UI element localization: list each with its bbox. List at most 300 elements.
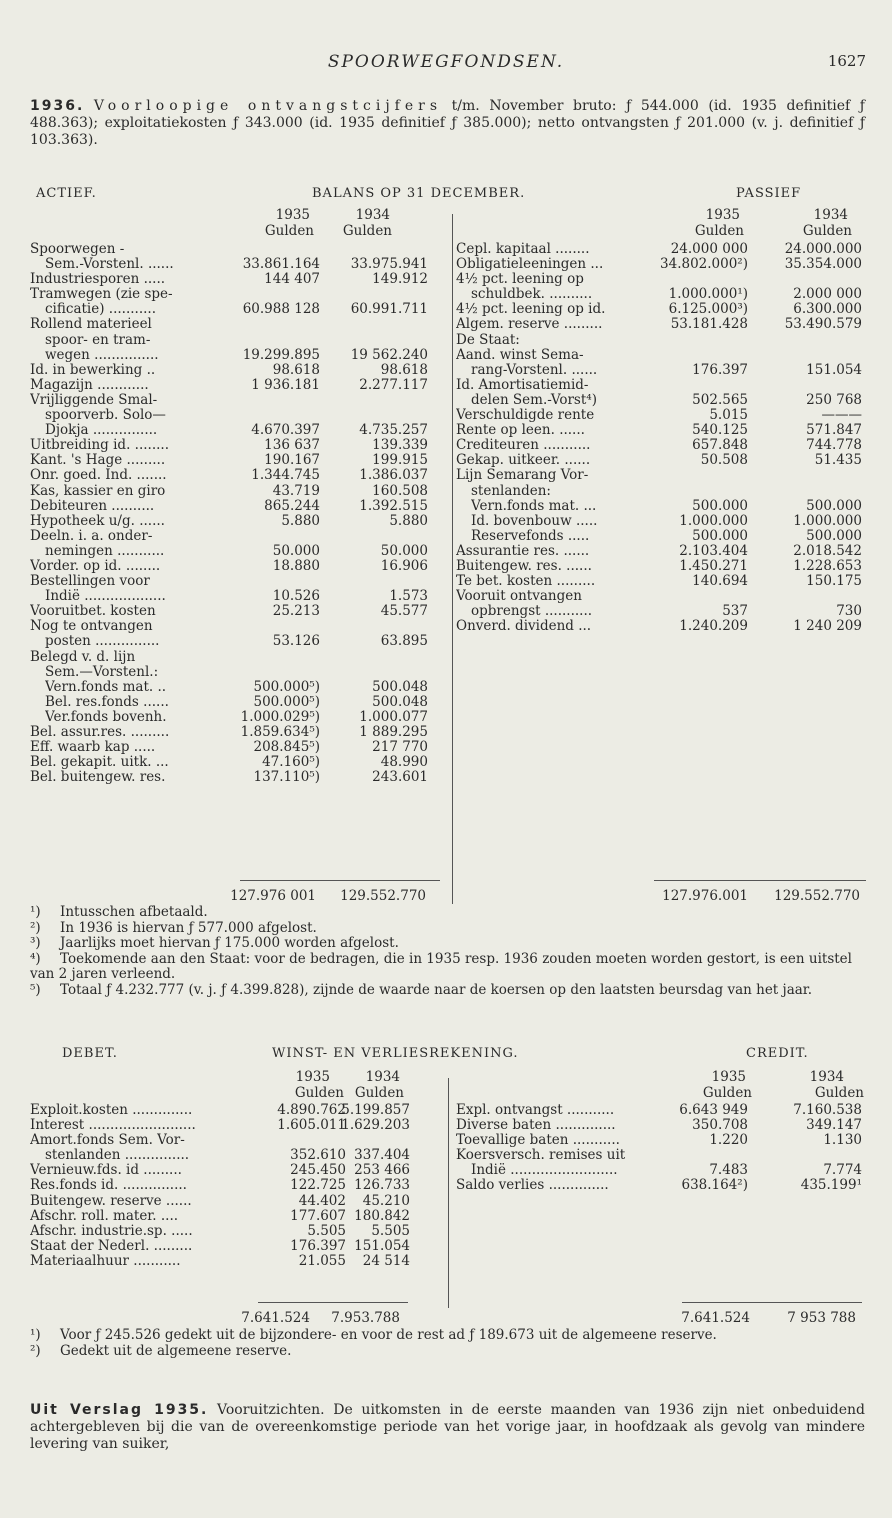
debet-value-1934: 24 514	[362, 1252, 410, 1269]
passief-row	[456, 363, 866, 378]
actief-value-1934: 33.975.941	[350, 256, 428, 273]
balance-note-marker: ³)	[30, 935, 41, 951]
actief-row	[30, 755, 438, 770]
passief-value-1935: 140.694	[692, 573, 748, 590]
actief-label: Rollend materieel	[30, 317, 152, 333]
actief-row	[30, 514, 438, 529]
passief-value-1934: 571.847	[806, 422, 862, 439]
actief-value-1934: 60.991.711	[350, 301, 428, 318]
actief-row	[30, 695, 438, 710]
actief-label: Bel. assur.res. .........	[30, 725, 170, 740]
actief-value-1934: 500.048	[372, 693, 428, 710]
passief-value-1934: 2.018.542	[793, 542, 862, 559]
actief-value-1935: 1 936.181	[251, 376, 320, 393]
passief-label: Vern.fonds mat. ...	[471, 498, 597, 514]
passief-value-1934: 500.000	[806, 497, 862, 514]
actief-total-1935: 127.976 001	[230, 888, 316, 904]
actief-value-1934: 1 889.295	[359, 724, 428, 740]
actief-row	[30, 619, 438, 634]
balance-note	[30, 936, 865, 952]
credit-value-1935: 1.220	[709, 1132, 748, 1149]
passief-value-1934: 53.490.579	[784, 316, 862, 333]
credit-value-1934: 349.147	[806, 1117, 862, 1134]
passief-label: rang-Vorstenl. ......	[471, 362, 598, 378]
actief-row	[30, 725, 438, 740]
debet-value-1934: 180.842	[354, 1207, 410, 1224]
actief-value-1934: 98.618	[380, 361, 428, 378]
actief-value-1935: 47.160⁵)	[262, 754, 320, 771]
actief-value-1934: 217 770	[372, 739, 428, 756]
debet-list	[30, 1103, 410, 1269]
credit-label: Expl. ontvangst ...........	[456, 1103, 615, 1118]
credit-label: Indië .........................	[471, 1163, 618, 1179]
credit-row	[456, 1133, 866, 1148]
debet-value-1934: 126.733	[354, 1177, 410, 1194]
passief-label: Algem. reserve .........	[456, 317, 603, 333]
passief-row	[456, 453, 866, 468]
balance-divider	[452, 214, 453, 904]
actief-value-1934: 149.912	[372, 271, 428, 288]
passief-label: Buitengew. res. ......	[456, 558, 592, 574]
actief-value-1935: 500.000⁵)	[253, 678, 320, 695]
passief-value-1934: 500.000	[806, 527, 862, 544]
actief-value-1934: 1.386.037	[359, 467, 428, 484]
passief-value-1934: 6.300.000	[793, 301, 862, 318]
passief-value-1934: 730	[836, 603, 862, 620]
passief-value-1935: 50.508	[700, 452, 748, 469]
actief-label: Magazijn ............	[30, 377, 149, 393]
passief-value-1934: 1.228.653	[793, 557, 862, 574]
passief-row	[456, 589, 866, 604]
pnl-note	[30, 1344, 865, 1360]
credit-value-1935: 6.643 949	[679, 1102, 748, 1118]
credit-label: Koersversch. remises uit	[456, 1148, 626, 1164]
passief-row	[456, 257, 866, 272]
balance-footnotes	[30, 905, 865, 998]
actief-label: wegen ...............	[45, 347, 159, 363]
passief-year-2: 1934	[813, 207, 848, 223]
debet-unit-2: Gulden	[354, 1085, 404, 1101]
passief-value-1934: 51.435	[814, 452, 862, 469]
debet-value-1934: 5.505	[371, 1222, 410, 1239]
passief-value-1935: 24.000 000	[670, 241, 748, 257]
debet-value-1935: 1.605.011	[277, 1117, 346, 1134]
passief-value-1934: 151.054	[806, 361, 862, 378]
actief-label: Sem.-Vorstenl. ......	[45, 257, 174, 273]
actief-value-1934: 2.277.117	[359, 376, 428, 393]
passief-value-1935: 1.000.000¹)	[668, 286, 748, 303]
actief-value-1935: 5.880	[281, 512, 320, 529]
debet-row	[30, 1118, 410, 1133]
intro-paragraph	[30, 98, 865, 149]
balance-note	[30, 952, 865, 983]
passief-value-1934: 744.778	[806, 437, 862, 454]
actief-label: Tramwegen (zie spe-	[30, 287, 173, 303]
report-text: Vooruitzichten. De uitkomsten in de eerste maanden van 1936 zijn niet onbeduidend achtergebleven bij die van de overeenkomstige periode van het vorige jaar, in hoofdzaak als gevolg van mindere levering van suiker,	[30, 1402, 865, 1452]
passief-label: opbrengst ...........	[471, 604, 593, 620]
actief-label: Eff. waarb kap .....	[30, 740, 156, 756]
actief-label: Id. in bewerking ..	[30, 362, 156, 378]
passief-label: Reservefonds .....	[471, 528, 590, 544]
actief-value-1935: 144 407	[264, 271, 320, 288]
passief-label: Id. bovenbouw .....	[471, 513, 598, 529]
passief-row	[456, 302, 866, 317]
passief-value-1934: 1 240 209	[793, 618, 862, 635]
debet-label: stenlanden ...............	[45, 1148, 190, 1164]
balance-note-text: Intusschen afbetaald.	[60, 904, 208, 920]
debet-total-1935: 7.641.524	[241, 1310, 310, 1326]
credit-row	[456, 1148, 866, 1163]
passief-label: Te bet. kosten .........	[456, 574, 596, 590]
passief-row	[456, 438, 866, 453]
passief-value-1935: 5.015	[709, 407, 748, 424]
actief-label: Onr. goed. Ind. .......	[30, 468, 167, 484]
credit-label: Saldo verlies ..............	[456, 1178, 609, 1194]
pnl-divider	[448, 1078, 449, 1308]
actief-value-1934: 1.000.077	[359, 708, 428, 725]
actief-value-1934: 1.392.515	[359, 497, 428, 514]
passief-unit-2: Gulden	[802, 223, 852, 239]
debet-value-1935: 4.890.762	[277, 1102, 346, 1118]
passief-row	[456, 348, 866, 363]
pnl-note-text: Gedekt uit de algemeene reserve.	[60, 1342, 292, 1359]
actief-value-1935: 19.299.895	[242, 346, 320, 363]
debet-row	[30, 1209, 410, 1224]
actief-value-1934: 1.573	[389, 588, 428, 605]
actief-row	[30, 770, 438, 785]
actief-year-2: 1934	[355, 207, 390, 223]
actief-total-rule	[240, 880, 440, 881]
debet-value-1935: 44.402	[298, 1192, 346, 1209]
actief-value-1934: 45.577	[380, 603, 428, 620]
credit-year-2: 1934	[809, 1069, 844, 1085]
credit-row	[456, 1178, 866, 1193]
credit-list	[456, 1103, 866, 1194]
actief-row	[30, 710, 438, 725]
actief-value-1934: 139.339	[372, 437, 428, 454]
passief-value-1935: 2.103.404	[679, 542, 748, 559]
passief-label: Rente op leen. ......	[456, 423, 585, 439]
actief-row	[30, 378, 438, 393]
actief-label: Vooruitbet. kosten	[30, 604, 156, 620]
actief-row	[30, 484, 438, 499]
actief-unit-2: Gulden	[342, 223, 392, 239]
actief-label: Nog te ontvangen	[30, 619, 153, 635]
debet-label: Afschr. industrie.sp. .....	[30, 1223, 193, 1239]
actief-value-1935: 136 637	[264, 437, 320, 454]
actief-value-1934: 500.048	[372, 678, 428, 695]
actief-label: posten ...............	[45, 634, 160, 650]
debet-row	[30, 1133, 410, 1148]
credit-title: CREDIT.	[746, 1046, 809, 1061]
actief-row	[30, 453, 438, 468]
debet-row	[30, 1178, 410, 1193]
passief-row	[456, 499, 866, 514]
actief-label: Sem.—Vorstenl.:	[45, 664, 159, 680]
balance-note-marker: ¹)	[30, 904, 41, 920]
actief-row	[30, 333, 438, 348]
debet-value-1934: 253 466	[354, 1162, 410, 1179]
actief-row	[30, 423, 438, 438]
debet-row	[30, 1103, 410, 1118]
actief-value-1934: 16.906	[380, 557, 428, 574]
actief-label: Debiteuren ..........	[30, 498, 155, 514]
actief-label: cificatie) ...........	[45, 302, 156, 318]
credit-label: Diverse baten ..............	[456, 1118, 616, 1134]
passief-value-1935: 500.000	[692, 497, 748, 514]
credit-total-1935: 7.641.524	[681, 1310, 750, 1326]
actief-label: Ver.fonds bovenh.	[45, 709, 167, 725]
intro-heading: Voorloopige ontvangstcijfers	[93, 98, 443, 114]
passief-row	[456, 242, 866, 257]
debet-row	[30, 1224, 410, 1239]
actief-label: Vorder. op id. ........	[30, 558, 161, 574]
actief-value-1934: 160.508	[372, 482, 428, 499]
passief-value-1935: 53.181.428	[670, 316, 748, 333]
credit-value-1935: 638.164²)	[681, 1177, 748, 1194]
passief-value-1935: 1.450.271	[679, 557, 748, 574]
credit-label: Toevallige baten ...........	[456, 1133, 620, 1149]
actief-label: Indië ...................	[45, 589, 166, 605]
passief-row	[456, 393, 866, 408]
debet-row	[30, 1163, 410, 1178]
passief-value-1934: ———	[821, 407, 862, 424]
actief-label: Deeln. i. a. onder-	[30, 528, 153, 544]
passief-value-1934: 2.000 000	[793, 286, 862, 303]
actief-value-1934: 4.735.257	[359, 422, 428, 439]
passief-value-1935: 500.000	[692, 527, 748, 544]
actief-label: Industriesporen .....	[30, 272, 166, 288]
actief-value-1935: 190.167	[264, 452, 320, 469]
actief-value-1935: 53.126	[272, 633, 320, 650]
actief-label: Bel. buitengew. res.	[30, 770, 166, 786]
passief-label: Onverd. dividend ...	[456, 619, 592, 635]
actief-row	[30, 574, 438, 589]
actief-year-1: 1935	[275, 207, 310, 223]
passief-value-1935: 502.565	[692, 391, 748, 408]
credit-row	[456, 1163, 866, 1178]
actief-row	[30, 302, 438, 317]
passief-value-1934: 24.000.000	[784, 241, 862, 257]
actief-value-1935: 60.988 128	[242, 301, 320, 318]
balance-note-text: Jaarlijks moet hiervan ƒ 175.000 worden afgelost.	[60, 935, 399, 951]
actief-row	[30, 348, 438, 363]
debet-total-rule	[258, 1302, 408, 1303]
actief-label: Bestellingen voor	[30, 574, 150, 590]
actief-value-1935: 10.526	[272, 588, 320, 605]
debet-value-1934: 45.210	[362, 1192, 410, 1209]
passief-label: Id. Amortisatiemid-	[456, 377, 589, 393]
passief-row	[456, 529, 866, 544]
credit-value-1935: 350.708	[692, 1117, 748, 1134]
passief-row	[456, 378, 866, 393]
debet-value-1934: 5.199.857	[341, 1102, 410, 1118]
debet-value-1934: 337.404	[354, 1147, 410, 1164]
actief-value-1935: 1.000.029⁵)	[240, 708, 320, 725]
debet-label: Buitengew. reserve ......	[30, 1193, 192, 1209]
passief-row	[456, 317, 866, 332]
passief-row	[456, 544, 866, 559]
debet-row	[30, 1148, 410, 1163]
actief-row	[30, 559, 438, 574]
actief-value-1934: 50.000	[380, 542, 428, 559]
balance-note-marker: ⁴)	[30, 950, 41, 967]
actief-value-1935: 137.110⁵)	[253, 769, 320, 786]
debet-year-1: 1935	[295, 1069, 330, 1085]
actief-label: Vern.fonds mat. ..	[45, 679, 167, 695]
debet-row	[30, 1254, 410, 1269]
passief-row	[456, 559, 866, 574]
actief-total-1934: 129.552.770	[340, 888, 426, 904]
actief-row	[30, 665, 438, 680]
actief-value-1934: 5.880	[389, 512, 428, 529]
debet-year-2: 1934	[365, 1069, 400, 1085]
passief-label: Verschuldigde rente	[456, 408, 595, 424]
actief-row	[30, 468, 438, 483]
actief-row	[30, 604, 438, 619]
actief-row	[30, 393, 438, 408]
actief-value-1935: 33.861.164	[242, 256, 320, 273]
debet-total-1934: 7.953.788	[331, 1310, 400, 1326]
debet-value-1935: 122.725	[290, 1177, 346, 1194]
actief-row	[30, 529, 438, 544]
debet-value-1935: 176.397	[290, 1237, 346, 1254]
credit-row	[456, 1103, 866, 1118]
debet-label: Vernieuw.fds. id .........	[30, 1163, 182, 1179]
actief-value-1934: 19 562.240	[350, 346, 428, 363]
actief-unit-1: Gulden	[264, 223, 314, 239]
actief-row	[30, 317, 438, 332]
debet-label: Amort.fonds Sem. Vor-	[30, 1133, 185, 1149]
actief-value-1935: 500.000⁵)	[253, 693, 320, 710]
passief-label: delen Sem.-Vorst⁴)	[471, 392, 597, 408]
balance-note-text: Totaal ƒ 4.232.777 (v. j. ƒ 4.399.828), zijnde de waarde naar de koersen op den laatsten beursdag van het jaar.	[60, 981, 813, 998]
actief-title: ACTIEF.	[36, 186, 97, 201]
debet-value-1934: 151.054	[354, 1237, 410, 1254]
passief-value-1935: 537	[722, 603, 748, 620]
balance-note-marker: ⁵)	[30, 981, 41, 998]
actief-value-1934: 199.915	[372, 452, 428, 469]
debet-value-1935: 352.610	[290, 1147, 346, 1164]
page-title: SPOORWEGFONDSEN.	[327, 52, 565, 72]
actief-value-1935: 1.344.745	[251, 467, 320, 484]
debet-label: Afschr. roll. mater. ....	[30, 1208, 179, 1224]
passief-label: Obligatieleeningen ...	[456, 257, 604, 273]
pnl-note-marker: ¹)	[30, 1327, 41, 1343]
debet-title: DEBET.	[62, 1046, 118, 1061]
actief-row	[30, 438, 438, 453]
actief-label: Belegd v. d. lijn	[30, 649, 136, 665]
passief-value-1935: 657.848	[692, 437, 748, 454]
passief-row	[456, 333, 866, 348]
passief-unit-1: Gulden	[694, 223, 744, 239]
report-paragraph	[30, 1402, 865, 1453]
balance-note-text: In 1936 is hiervan ƒ 577.000 afgelost.	[60, 919, 317, 936]
debet-value-1935: 177.607	[290, 1207, 346, 1224]
actief-value-1935: 18.880	[272, 557, 320, 574]
actief-row	[30, 242, 438, 257]
actief-row	[30, 634, 438, 649]
actief-row	[30, 499, 438, 514]
actief-value-1934: 63.895	[380, 633, 428, 650]
passief-label: Gekap. uitkeer. ......	[456, 453, 591, 469]
debet-label: Materiaalhuur ...........	[30, 1253, 181, 1269]
intro-text: t/m. November bruto: ƒ 544.000 (id. 1935 definitief ƒ 488.363); exploitatiekosten ƒ 343.000 (id. 1935 definitief ƒ 385.000); netto ontvangsten ƒ 201.000 (v. j. definitief ƒ 103.363).	[30, 98, 865, 148]
actief-label: Djokja ...............	[45, 423, 158, 439]
passief-value-1934: 1.000.000	[793, 512, 862, 529]
passief-row	[456, 423, 866, 438]
credit-unit-2: Gulden	[814, 1085, 864, 1101]
balance-note-marker: ²)	[30, 919, 41, 936]
credit-total-rule	[682, 1302, 862, 1303]
passief-row	[456, 408, 866, 423]
actief-label: Kant. 's Hage .........	[30, 453, 166, 469]
passief-row	[456, 287, 866, 302]
passief-value-1934: 35.354.000	[784, 256, 862, 273]
passief-total-rule	[654, 880, 866, 881]
actief-value-1935: 865.244	[264, 497, 320, 514]
report-heading: Uit Verslag 1935.	[30, 1402, 209, 1418]
actief-row	[30, 257, 438, 272]
debet-label: Staat der Nederl. .........	[30, 1238, 193, 1254]
passief-label: 4½ pct. leening op id.	[456, 302, 606, 318]
actief-label: nemingen ...........	[45, 543, 165, 559]
actief-value-1935: 50.000	[272, 542, 320, 559]
debet-label: Interest .........................	[30, 1118, 196, 1134]
debet-row	[30, 1194, 410, 1209]
passief-label: Lijn Semarang Vor-	[456, 468, 589, 484]
passief-year-1: 1935	[705, 207, 740, 223]
passief-row	[456, 574, 866, 589]
actief-label: Kas, kassier en giro	[30, 483, 166, 499]
actief-value-1934: 243.601	[372, 769, 428, 786]
credit-year-1: 1935	[711, 1069, 746, 1085]
passief-total-1934: 129.552.770	[774, 888, 860, 904]
debet-value-1935: 5.505	[307, 1222, 346, 1239]
actief-value-1935: 43.719	[272, 482, 320, 499]
passief-row	[456, 619, 866, 634]
passief-row	[456, 484, 866, 499]
pnl-note-text: Voor ƒ 245.526 gedekt uit de bijzondere- en voor de rest ad ƒ 189.673 uit de algemeene reserve.	[60, 1327, 717, 1343]
debet-unit-1: Gulden	[294, 1085, 344, 1101]
credit-unit-1: Gulden	[702, 1085, 752, 1101]
actief-label: spoorverb. Solo—	[45, 408, 166, 424]
passief-value-1935: 34.802.000²)	[660, 256, 748, 273]
balance-note	[30, 983, 865, 999]
actief-row	[30, 287, 438, 302]
credit-row	[456, 1118, 866, 1133]
actief-value-1935: 208.845⁵)	[253, 739, 320, 756]
debet-label: Res.fonds id. ...............	[30, 1178, 187, 1194]
actief-row	[30, 589, 438, 604]
actief-row	[30, 408, 438, 423]
passief-label: Aand. winst Sema-	[456, 347, 584, 363]
passief-value-1935: 1.240.209	[679, 618, 748, 635]
actief-row	[30, 740, 438, 755]
passief-value-1934: 250 768	[806, 391, 862, 408]
passief-label: stenlanden:	[471, 483, 551, 499]
actief-label: Bel. res.fonds ......	[45, 694, 169, 710]
passief-value-1934: 150.175	[806, 573, 862, 590]
passief-title: PASSIEF	[736, 186, 802, 201]
passief-label: Assurantie res. ......	[456, 543, 590, 559]
actief-label: Hypotheek u/g. ......	[30, 513, 165, 529]
passief-value-1935: 1.000.000	[679, 512, 748, 529]
balance-note	[30, 905, 865, 921]
actief-label: Uitbreiding id. ........	[30, 438, 169, 454]
passief-label: Crediteuren ...........	[456, 438, 591, 454]
actief-label: Spoorwegen -	[30, 242, 125, 257]
